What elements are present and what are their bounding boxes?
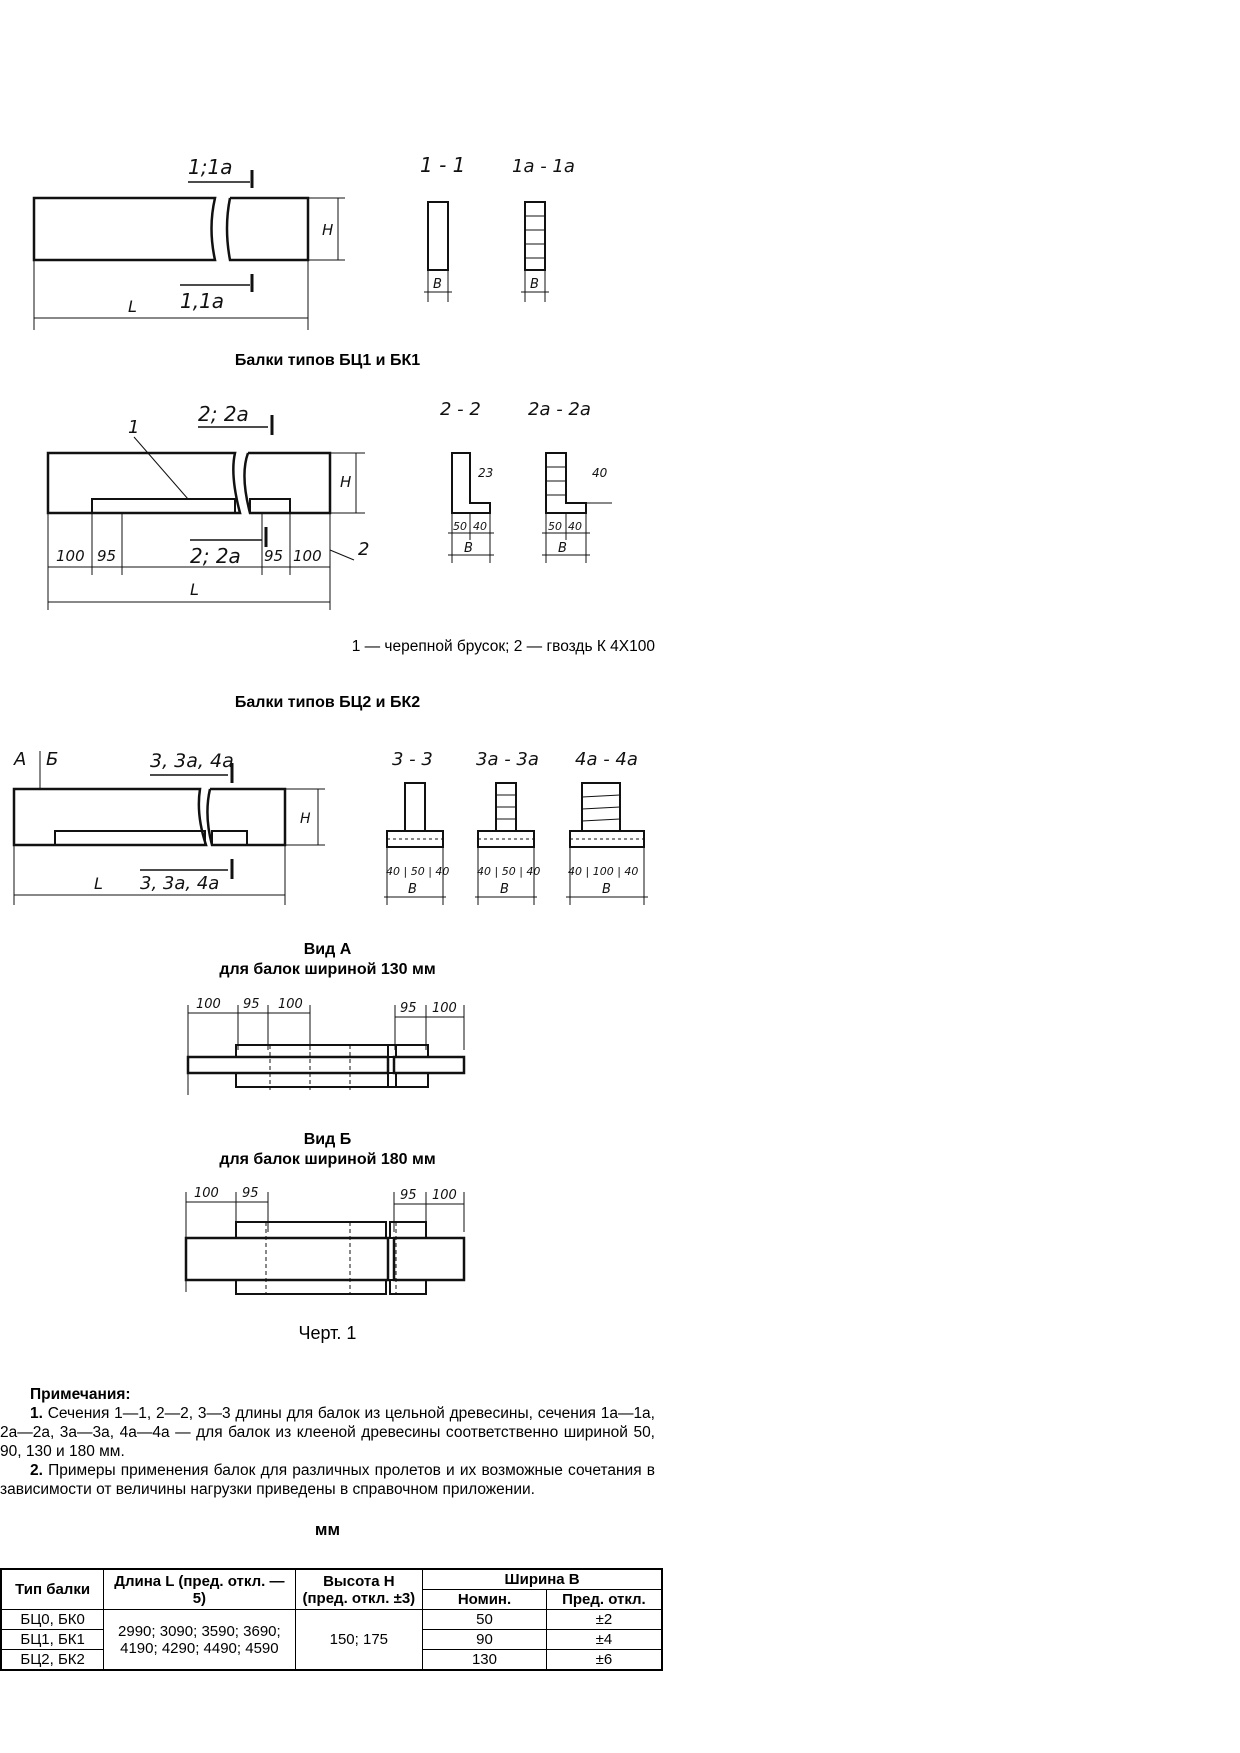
fig1-sec1-title: 1 - 1 [420, 153, 466, 177]
viewB-caption-line1: Вид Б [303, 1131, 352, 1148]
fig2-dim-H: H [340, 473, 352, 491]
fig3-section-top: 3, 3а, 4а [150, 750, 234, 772]
header-width: Ширина B [423, 1569, 662, 1590]
header-length: Длина L (пред. откл. —5) [104, 1569, 295, 1610]
fig3-sec2-dims: 40 | 50 | 40 [477, 865, 541, 878]
fig2-sec2-40b: 40 [568, 520, 582, 533]
table-row [1, 1610, 662, 1630]
viewA-caption-line1: Вид А [303, 941, 352, 958]
header-nominal: Номин. [423, 1590, 547, 1610]
viewA-dim-5: 100 [432, 1001, 457, 1016]
fig3-sec3-dims: 40 | 100 | 40 [568, 865, 639, 878]
viewA-dim-3: 100 [278, 997, 303, 1012]
fig2-sec1-50: 50 [453, 520, 467, 533]
fig3-sec1-B: B [408, 882, 417, 897]
cell-nominal: 130 [423, 1650, 547, 1671]
fig3-sec3-title: 4а - 4а [575, 749, 638, 770]
viewB-dim-3: 95 [400, 1188, 417, 1203]
cell-height: 150; 175 [295, 1610, 423, 1671]
fig3-sec2-title: 3а - 3а [476, 749, 539, 770]
fig2-legend: 1 — черепной брусок; 2 — гвоздь К 4Х100 [351, 638, 655, 655]
fig1-sec2-B: B [530, 277, 539, 292]
cell-deviation: ±2 [546, 1610, 662, 1630]
fig2-sec2-50: 50 [548, 520, 562, 533]
fig2-leader-1: 1 [128, 417, 140, 438]
viewA-dim-1: 100 [196, 997, 221, 1012]
fig2-sec2-B: B [558, 541, 567, 556]
fig2-dim-L: L [190, 580, 199, 599]
fig3-dim-H: H [300, 811, 311, 827]
fig2-sec2-40: 40 [592, 466, 608, 480]
note-2 [0, 1461, 655, 1499]
fig1-section-bottom: 1,1а [180, 289, 225, 313]
viewB-caption [150, 1130, 505, 1170]
fig2-dim-100a: 100 [56, 547, 85, 565]
viewB-dim-4: 100 [432, 1188, 457, 1203]
fig3-label-A: А [14, 749, 27, 770]
header-type: Тип балки [1, 1569, 104, 1610]
cell-length: 2990; 3090; 3590; 3690; 4190; 4290; 4490; 4590 [104, 1610, 295, 1671]
fig2-sec1-23: 23 [478, 466, 494, 480]
fig3-sec2-B: B [500, 882, 509, 897]
fig2-sec1-title: 2 - 2 [440, 399, 481, 420]
note-2-text: Примеры применения балок для различных пролетов и их возможные сочетания в зависимости от величины нагрузки приведены в справочном приложении. [0, 1462, 656, 1498]
dimensions-table [0, 1568, 663, 1671]
viewB-drawing [150, 1182, 480, 1312]
fig2-sec1-40: 40 [473, 520, 487, 533]
fig1-dim-L: L [128, 297, 137, 316]
figure-2-drawing [0, 395, 660, 620]
fig2-section-bottom: 2; 2а [190, 544, 241, 568]
cell-type: БЦ2, БК2 [1, 1650, 104, 1671]
note-1-number: 1. [30, 1405, 43, 1422]
fig2-dim-95a: 95 [97, 547, 117, 565]
fig3-sec1-title: 3 - 3 [392, 749, 433, 770]
cell-deviation: ±6 [546, 1650, 662, 1671]
figure-3-drawing [0, 745, 660, 915]
fig3-label-B: Б [46, 749, 59, 770]
viewB-dim-1: 100 [194, 1186, 219, 1201]
viewA-drawing [150, 995, 480, 1105]
chert-label: Черт. 1 [298, 1323, 357, 1343]
viewA-dim-4: 95 [400, 1001, 417, 1016]
notes-title: Примечания: [30, 1386, 131, 1403]
fig2-dim-95b: 95 [264, 547, 284, 565]
header-height: Высота H (пред. откл. ±3) [295, 1569, 423, 1610]
cell-deviation: ±4 [546, 1630, 662, 1650]
note-1-text: Сечения 1—1, 2—2, 3—3 длины для балок из цельной древесины, сечения 1а—1а, 2а—2а, 3а—3а, 4а—4а — для балок из клееной древесины соответственно шириной 50, 90, 130 и 180 мм. [0, 1405, 655, 1460]
fig3-dim-L: L [94, 874, 103, 893]
viewB-caption-line2: для балок шириной 180 мм [219, 1151, 436, 1168]
cell-type: БЦ0, БК0 [1, 1610, 104, 1630]
fig1-dim-H: H [322, 221, 334, 239]
fig3-sec3-B: B [602, 882, 611, 897]
fig1-sec1-B: B [433, 277, 442, 292]
fig3-section-bottom: 3, 3а, 4а [140, 873, 220, 894]
fig2-sec1-B: B [464, 541, 473, 556]
note-1 [0, 1404, 655, 1461]
fig1-section-top: 1;1а [188, 155, 233, 179]
fig3-sec1-dims: 40 | 50 | 40 [386, 865, 450, 878]
notes [0, 1385, 655, 1499]
viewA-dim-2: 95 [243, 997, 260, 1012]
cell-nominal: 50 [423, 1610, 547, 1630]
fig2-dim-100b: 100 [293, 547, 322, 565]
viewA-caption [150, 940, 505, 980]
fig2-section-top: 2; 2а [198, 402, 249, 426]
header-deviation: Пред. откл. [546, 1590, 662, 1610]
cell-type: БЦ1, БК1 [1, 1630, 104, 1650]
figure-1-drawing [0, 140, 660, 340]
fig2-leader-2: 2 [358, 539, 370, 560]
cell-nominal: 90 [423, 1630, 547, 1650]
viewB-dim-2: 95 [242, 1186, 259, 1201]
fig2-caption: Балки типов БЦ2 и БК2 [234, 694, 421, 711]
units-label: мм [314, 1520, 341, 1539]
note-2-number: 2. [30, 1462, 43, 1479]
fig1-caption: Балки типов БЦ1 и БК1 [234, 352, 421, 369]
fig2-sec2-title: 2а - 2а [528, 399, 591, 420]
viewA-caption-line2: для балок шириной 130 мм [219, 961, 436, 978]
fig1-sec2-title: 1а - 1а [512, 156, 575, 177]
